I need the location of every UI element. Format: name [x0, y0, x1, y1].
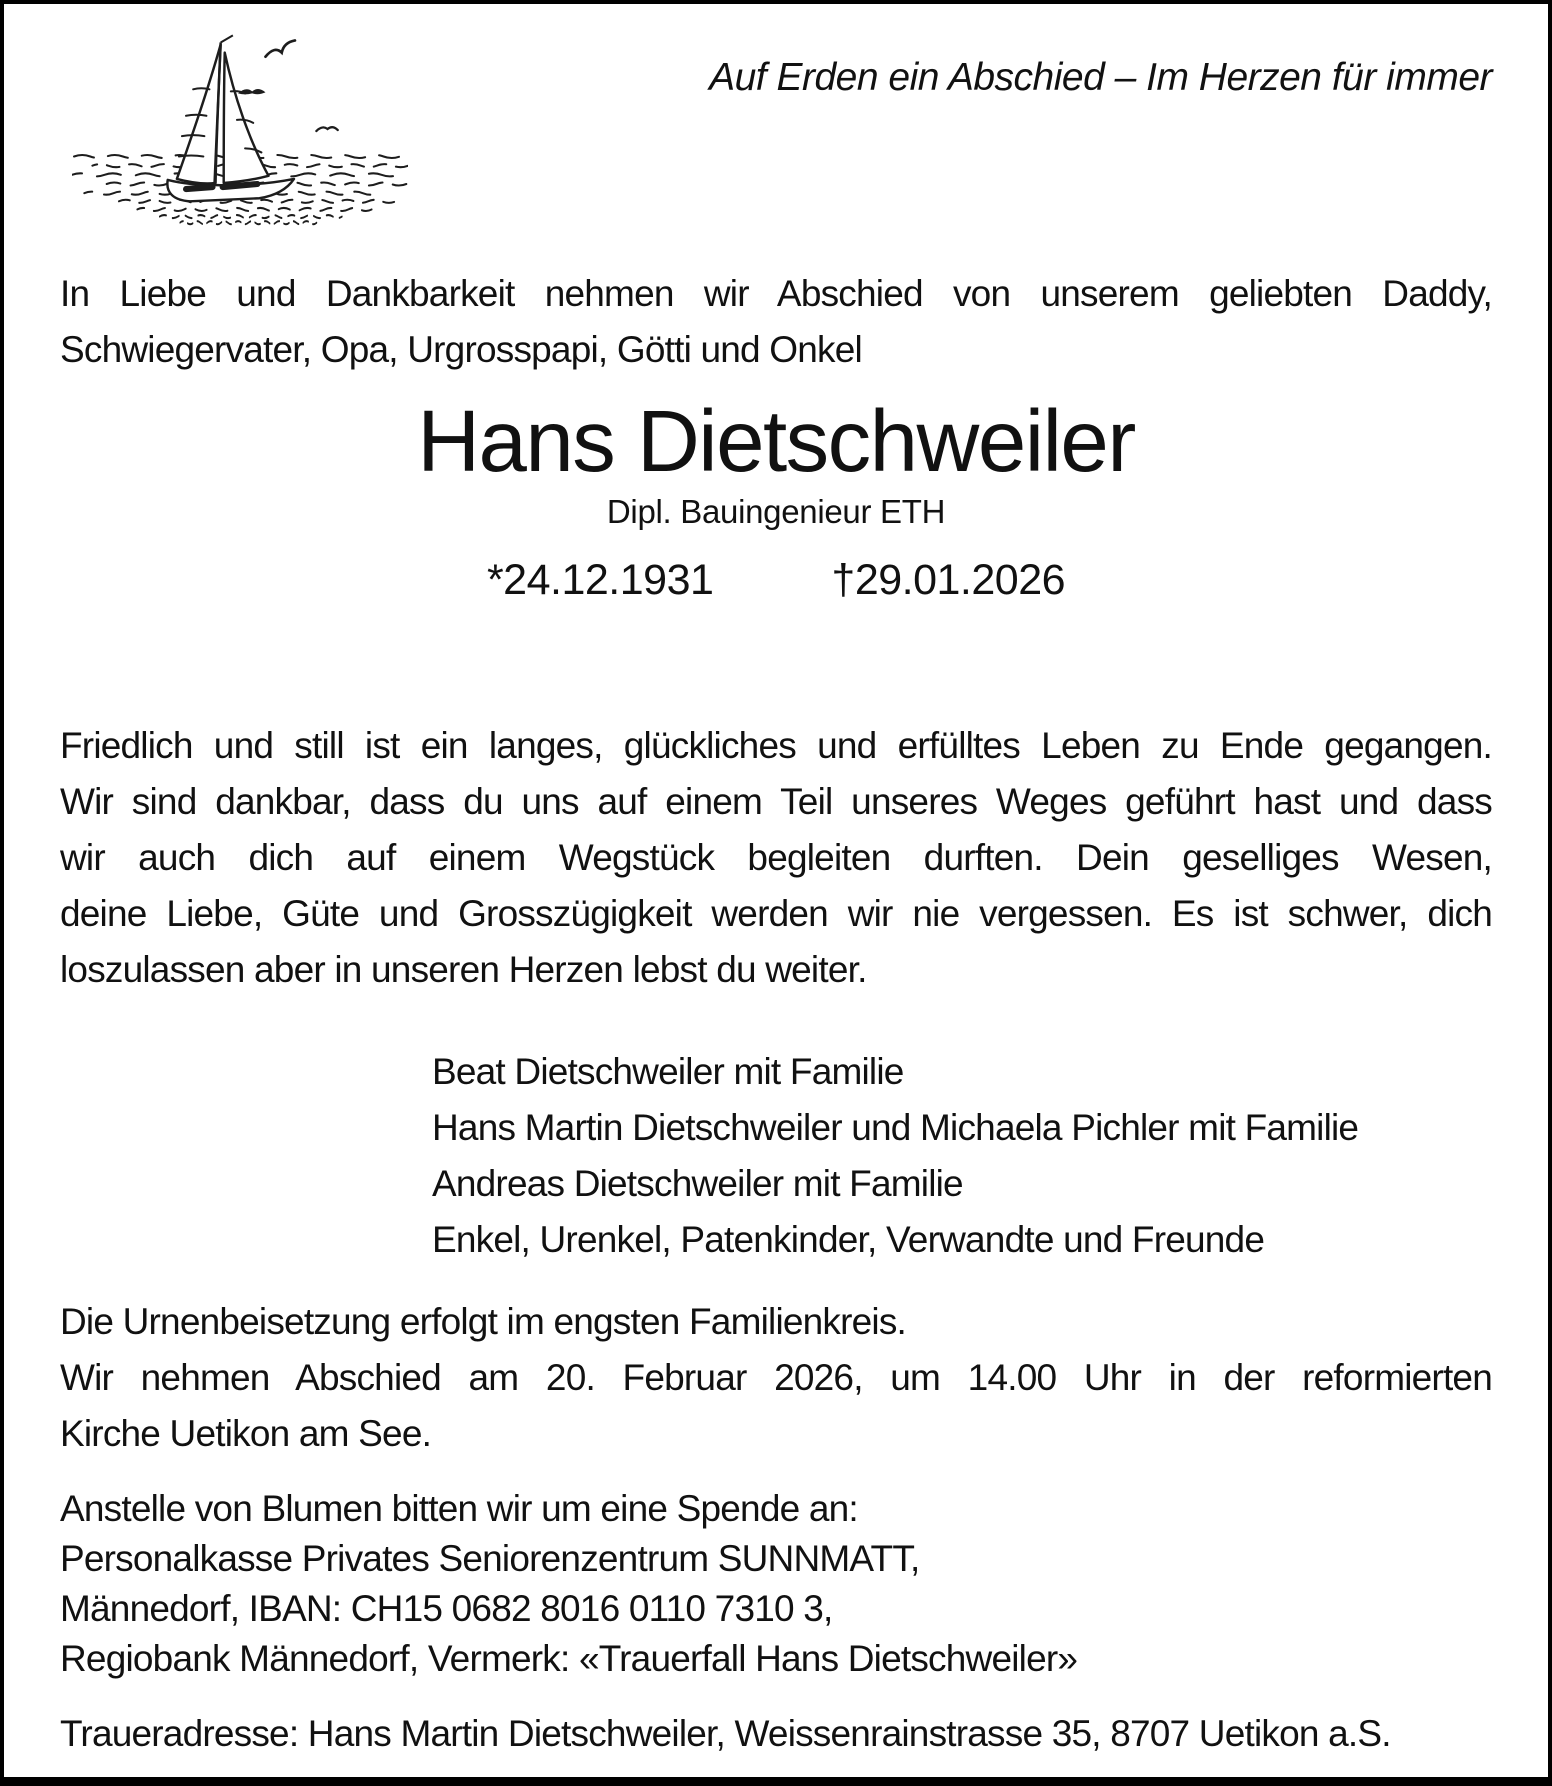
deceased-name: Hans Dietschweiler: [417, 393, 1135, 490]
intro-line: In Liebe und Dankbarkeit nehmen wir Abschied von unserem geliebten Daddy,: [60, 273, 1492, 314]
funeral-info: [60, 1294, 1492, 1462]
donation-line: Anstelle von Blumen bitten wir um eine Spende an:: [60, 1488, 858, 1529]
header: [60, 30, 1492, 226]
donation-line: Personalkasse Privates Seniorenzentrum SUNNMATT,: [60, 1538, 920, 1579]
funeral-line: Die Urnenbeisetzung erfolgt im engsten Familienkreis.: [60, 1301, 907, 1342]
mourner-line: Andreas Dietschweiler mit Familie: [432, 1163, 963, 1204]
donation-info: [60, 1484, 1492, 1684]
mourner-line: Beat Dietschweiler mit Familie: [432, 1051, 904, 1092]
birth-date: *24.12.1931: [486, 556, 714, 604]
eulogy-line: deine Liebe, Güte und Grosszügigkeit werden wir nie vergessen. Es ist schwer, dich: [60, 893, 1492, 934]
sailboat-illustration: [72, 30, 408, 226]
deceased-title: Dipl. Bauingenieur ETH: [606, 493, 946, 530]
eulogy-paragraph: [60, 718, 1492, 998]
death-date: †29.01.2026: [831, 556, 1066, 604]
mourner-line: Hans Martin Dietschweiler und Michaela Pichler mit Familie: [432, 1107, 1359, 1148]
eulogy-line: loszulassen aber in unseren Herzen lebst du weiter.: [60, 949, 867, 990]
mourning-address: Traueradresse: Hans Martin Dietschweiler, Weissenrainstrasse 35, 8707 Uetikon a.S.: [60, 1713, 1391, 1754]
funeral-line: Kirche Uetikon am See.: [60, 1413, 432, 1454]
life-dates: [60, 554, 1492, 606]
donation-line: Regiobank Männedorf, Vermerk: «Trauerfall Hans Dietschweiler»: [60, 1638, 1078, 1679]
motto-text: Auf Erden ein Abschied – Im Herzen für immer: [709, 56, 1492, 99]
eulogy-line: Wir sind dankbar, dass du uns auf einem Teil unseres Weges geführt hast und dass: [60, 781, 1492, 822]
intro-line: Schwiegervater, Opa, Urgrosspapi, Götti und Onkel: [60, 329, 862, 370]
donation-line: Männedorf, IBAN: CH15 0682 8016 0110 7310 3,: [60, 1588, 833, 1629]
funeral-line: Wir nehmen Abschied am 20. Februar 2026, um 14.00 Uhr in der reformierten: [60, 1357, 1492, 1398]
sailboat-icon: [167, 35, 294, 201]
intro-paragraph: [60, 266, 1492, 378]
eulogy-line: wir auch dich auf einem Wegstück begleiten durften. Dein geselliges Wesen,: [60, 837, 1492, 878]
birds-icon: [238, 40, 338, 131]
mourners-list: [60, 1044, 1492, 1268]
eulogy-line: Friedlich und still ist ein langes, glückliches und erfülltes Leben zu Ende gegangen.: [60, 725, 1492, 766]
mourner-line: Enkel, Urenkel, Patenkinder, Verwandte und Freunde: [432, 1219, 1265, 1260]
